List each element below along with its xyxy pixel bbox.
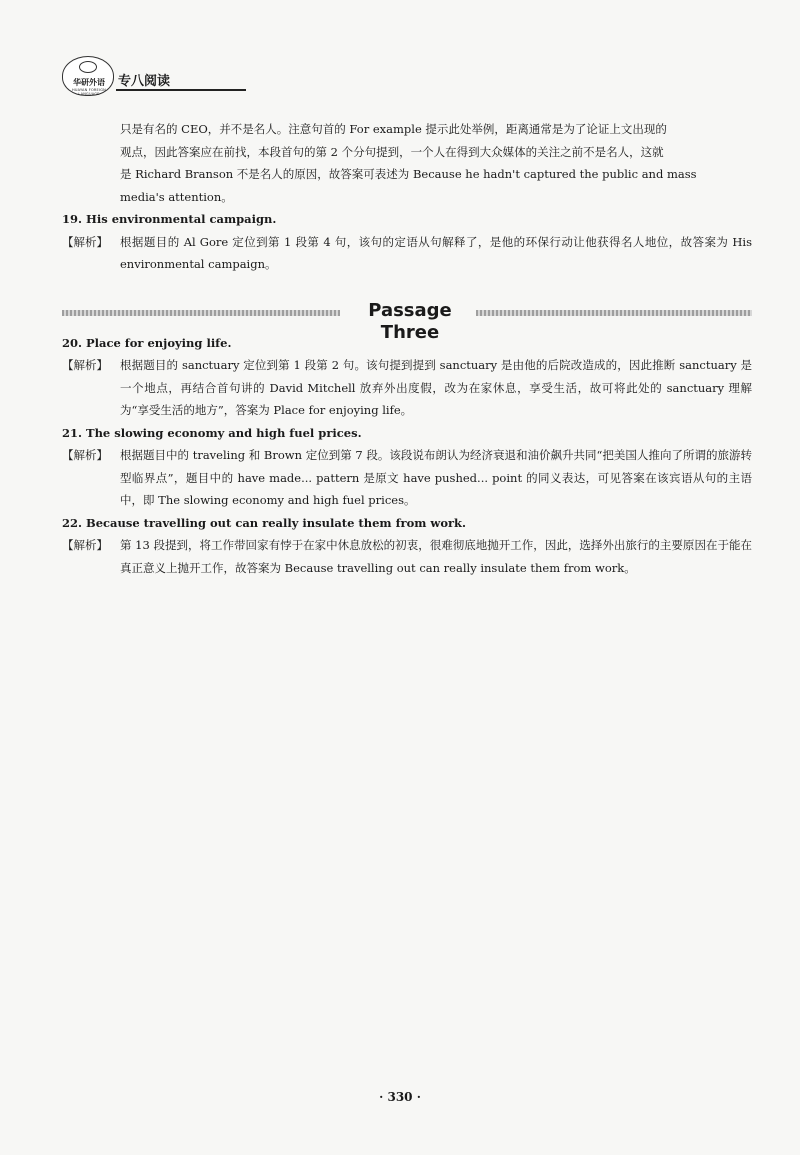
question-19: 19. His environmental campaign. xyxy=(62,212,277,226)
page-header xyxy=(62,56,762,96)
section-name: 专八阅读 xyxy=(118,74,171,89)
analysis-text: 第 13 段提到，将工作带回家有悖于在家中休息放松的初衷，很难彻底地抛开工作，因此，选择外出旅行的主要原因在于能在真正意义上抛开工作，故答案为 Because travelling out can really insulate them from work。 xyxy=(120,538,752,575)
answer-analysis-21 xyxy=(62,444,752,512)
analysis-line: media's attention。 xyxy=(120,189,233,204)
answer-analysis-22 xyxy=(62,534,752,579)
analysis-text: 根据题目中的 traveling 和 Brown 定位到第 7 段。该段说布朗认为经济衰退和油价飙升共同“把美国人推向了所谓的旅游转型临界点”，题目中的 have made... pattern 是原文 have pushed... point 的同义表达，可见答案在该宾语从句的主语中，即 The slowing economy and high fuel prices。 xyxy=(120,448,752,507)
logo-mascot-icon xyxy=(79,61,97,73)
heading-decoration-left xyxy=(62,310,340,316)
answer-analysis-19 xyxy=(62,231,752,276)
analysis-text: 根据题目的 sanctuary 定位到第 1 段第 2 句。该句提到提到 sanctuary 是由他的后院改造成的，因此推断 sanctuary 是一个地点，再结合首句讲的 David Mitchell 放弃外出度假，改为在家休息，享受生活，故可将此处的 sanctuary 理解为“享受生活的地方”，答案为 Place for enjoying life。 xyxy=(120,358,752,417)
analysis-tag: 【解析】 xyxy=(62,448,108,462)
analysis-text: 根据题目的 Al Gore 定位到第 1 段第 4 句，该句的定语从句解释了，是他的环保行动让他获得名人地位，故答案为 His environmental campaign。 xyxy=(120,234,752,271)
question-22: 22. Because travelling out can really insulate them from work. xyxy=(62,515,467,530)
logo-subtext: HUAYAN FOREIGN LANGUAGE xyxy=(72,88,106,96)
analysis-tag: 【解析】 xyxy=(62,234,108,249)
logo-text: 华研外语 xyxy=(73,78,105,87)
heading-decoration-right xyxy=(476,310,752,316)
analysis-line: 观点，因此答案应在前找，本段首句的第 2 个分句提到，一个人在得到大众媒体的关注之前不是名人，这就 xyxy=(120,144,664,159)
question-21: 21. The slowing economy and high fuel prices. xyxy=(62,425,362,440)
publisher-logo xyxy=(62,56,114,96)
answer-analysis-20 xyxy=(62,354,752,422)
header-underline xyxy=(116,89,246,91)
analysis-line: 是 Richard Branson 不是名人的原因，故答案可表述为 Because he hadn't captured the public and mass xyxy=(120,167,697,181)
passage-title: Passage Three xyxy=(368,299,452,343)
page-number: · 330 · xyxy=(379,1090,421,1104)
page-content xyxy=(62,118,752,579)
analysis-line: 只是有名的 CEO，并不是名人。注意句首的 For example 提示此处举例，距离通常是为了论证上文出现的 xyxy=(120,122,667,136)
continued-analysis xyxy=(62,118,752,208)
analysis-tag: 【解析】 xyxy=(62,358,108,372)
analysis-tag: 【解析】 xyxy=(62,538,108,552)
question-20: 20. Place for enjoying life. xyxy=(62,335,232,350)
